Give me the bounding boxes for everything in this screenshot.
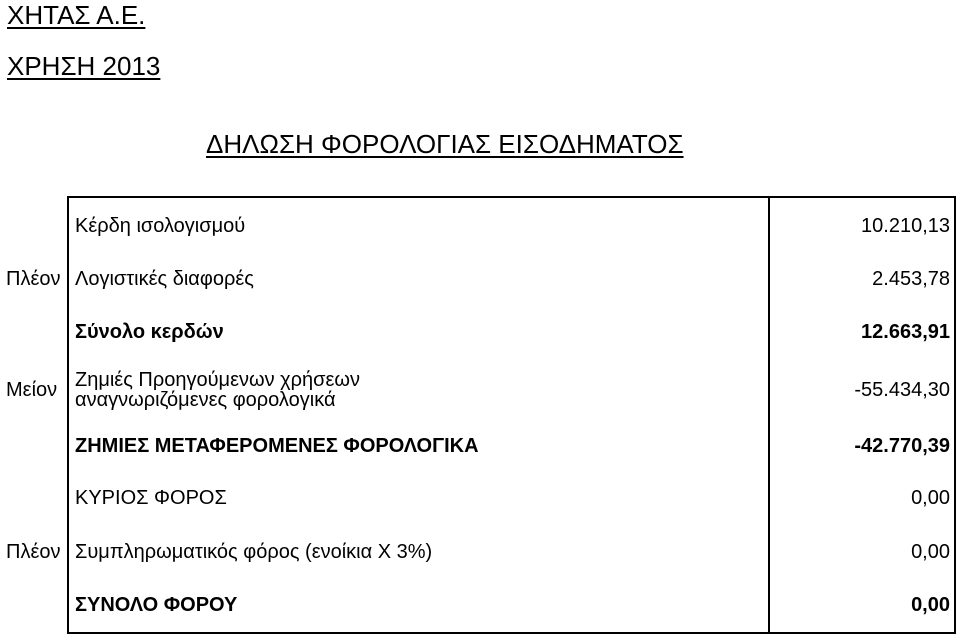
declaration-title: ΔΗΛΩΣΗ ΦΟΡΟΛΟΓΙΑΣ ΕΙΣΟΔΗΜΑΤΟΣ [206,129,684,159]
row-main-tax [6,471,955,525]
tax-calculation-table [6,196,956,634]
row-book-profits [6,197,955,253]
row-prefix [6,305,68,359]
row-amount: 0,00 [769,578,955,633]
row-supplementary-tax [6,525,955,578]
row-prior-year-losses [6,359,955,421]
row-amount: -42.770,39 [769,421,955,471]
row-label: Λογιστικές διαφορές [68,253,769,305]
row-label-line-2: αναγνωριζόμενες φορολογικά [75,389,336,411]
row-amount: 2.453,78 [769,253,955,305]
row-label-line-1: Ζημιές Προηγούμενων χρήσεων [75,369,361,391]
row-label [68,359,769,421]
row-amount: 0,00 [769,471,955,525]
row-prefix [6,578,68,633]
row-losses-carried-forward [6,421,955,471]
row-prefix [6,421,68,471]
row-amount: -55.434,30 [769,359,955,421]
row-prefix: Πλέον [6,540,61,563]
row-total-profits [6,305,955,359]
row-label: ΣΥΝΟΛΟ ΦΟΡΟΥ [68,578,769,633]
row-label: ΖΗΜΙΕΣ ΜΕΤΑΦΕΡΟΜΕΝΕΣ ΦΟΡΟΛΟΓΙΚΑ [68,421,769,471]
row-amount: 0,00 [769,525,955,578]
company-name: ΧΗΤΑΣ Α.Ε. [7,0,146,30]
row-label: ΚΥΡΙΟΣ ΦΟΡΟΣ [68,471,769,525]
row-prefix: Μείον [6,379,58,401]
row-prefix [6,197,68,253]
row-accounting-differences [6,253,955,305]
fiscal-year: ΧΡΗΣΗ 2013 [7,51,161,81]
row-label: Σύνολο κερδών [68,305,769,359]
row-prefix: Πλέον [6,268,61,290]
row-total-tax [6,578,955,633]
row-label: Κέρδη ισολογισμού [68,197,769,253]
row-amount: 12.663,91 [769,305,955,359]
row-prefix [6,471,68,525]
row-amount: 10.210,13 [769,197,955,253]
row-label: Συμπληρωματικός φόρος (ενοίκια Χ 3%) [68,525,769,578]
